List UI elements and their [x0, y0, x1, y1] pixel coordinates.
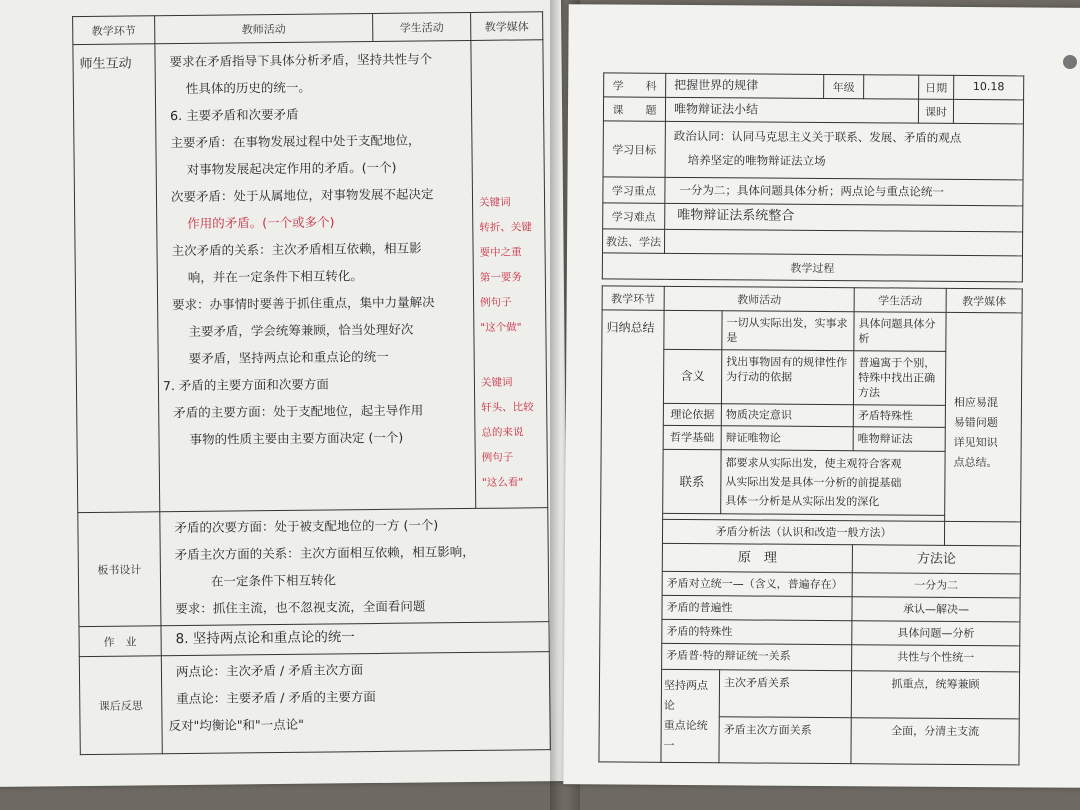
media-note: 关键词: [480, 376, 513, 389]
method-label: 教法、学法: [602, 229, 664, 253]
media-spacer: [944, 521, 1020, 546]
right-page: [563, 4, 1080, 788]
method-principle: 矛盾的普遍性: [662, 595, 852, 620]
method-method: 共性与个性统一: [852, 645, 1020, 672]
method-principle: 矛盾普·特的辩证统一关系: [662, 643, 852, 670]
teacher-line: 对事物发展起决定作用的矛盾。(一个): [186, 159, 397, 177]
stage-label: 师生互动: [79, 56, 132, 73]
teacher-line: 主要矛盾：在事物发展过程中处于支配地位，: [170, 132, 421, 151]
media-note: 轩头、比较: [481, 401, 534, 414]
row-teacher: 物质决定意识: [721, 404, 853, 427]
goal-cell: [665, 121, 1023, 179]
teacher-line: 次要矛盾：处于从属地位，对事物发展不起决定: [170, 186, 434, 205]
final-label-cell: [661, 669, 720, 762]
header-student: 学生活动: [373, 12, 471, 41]
header-student: 学生活动: [854, 288, 946, 313]
header-teacher: 教师活动: [155, 13, 373, 43]
media-note: 易错问题: [953, 415, 998, 430]
final-principle: 主次矛盾关系: [719, 670, 851, 717]
stage-cell: [599, 310, 664, 762]
subject-label: 学 科: [604, 73, 666, 97]
stage-label: 归纳总结: [606, 320, 655, 335]
row-teacher: 一切从实际出发，实事求是: [722, 311, 854, 351]
topic-value: 唯物辩证法小结: [665, 97, 918, 123]
teacher-line: 6. 主要矛盾和次要矛盾: [170, 106, 299, 124]
final-method: 全面，分清主支流: [851, 717, 1019, 765]
info-table: [602, 72, 1024, 282]
teacher-line: 7. 矛盾的主要方面和次要方面: [162, 376, 329, 394]
focus-value: 一分为二；具体问题具体分析；两点论与重点论统一: [665, 177, 1023, 205]
teacher-line: 性具体的历史的统一。: [185, 79, 311, 96]
process-table: [598, 285, 1022, 765]
method-principle: 矛盾的特殊性: [662, 619, 852, 644]
media-note: 详见知识: [953, 435, 998, 450]
stage-cell: [73, 44, 160, 513]
row-student: 具体问题具体分析: [854, 312, 946, 352]
row-teacher: 辩证唯物论: [721, 426, 853, 451]
link-line: 都要求从实际出发，使主观符合客观: [725, 456, 902, 471]
teacher-line: 主要矛盾，学会统筹兼顾，恰当处理好次: [188, 321, 414, 339]
row-student: 普遍寓于个别，特殊中找出正确方法: [853, 351, 945, 406]
media-note: 要中之重: [479, 246, 522, 259]
media-note: 关键词: [478, 196, 511, 209]
row-label: 理论依据: [663, 403, 721, 425]
teacher-activity-cell: [155, 40, 476, 511]
link-label: 联系: [663, 449, 721, 513]
board-line: 矛盾主次方面的关系：主次方面相互依赖，相互影响，: [174, 543, 475, 563]
link-cell: [721, 450, 945, 516]
binder-hole: [1063, 55, 1077, 69]
topic-label: 课 题: [603, 97, 665, 121]
homework-text: 8. 坚持两点论和重点论的统一: [175, 629, 355, 648]
row-label: 哲学基础: [663, 425, 721, 449]
homework-label: 作 业: [79, 626, 161, 657]
media-cell: [471, 40, 548, 509]
media-note: 第一要务: [479, 271, 522, 284]
teacher-line: 作用的矛盾。(一个或多个): [187, 214, 335, 231]
row-label: [664, 310, 722, 349]
final-label: 重点论统一: [663, 718, 708, 752]
reflection-cell: [161, 652, 550, 754]
lesson-table-left: [72, 11, 551, 755]
difficulty-value: 唯物辩证法系统整合: [665, 203, 1023, 231]
teacher-line: 响，并在一定条件下相互转化。: [187, 268, 363, 285]
row-label: 含义: [663, 349, 721, 403]
board-line: 矛盾的次要方面：处于被支配地位的一方 (一个): [174, 517, 439, 536]
homework-cell: [161, 622, 549, 656]
link-line: 从实际出发是具体一分析的前提基础: [725, 475, 902, 490]
grade-label: 年级: [824, 74, 864, 98]
method-method: 一分为二: [852, 573, 1020, 598]
teacher-line: 要矛盾，坚持两点论和重点论的统一: [188, 348, 389, 366]
media-note: 例句子: [481, 451, 514, 464]
reflection-line: 反对"均衡论"和"一点论": [168, 716, 305, 734]
col-method: 方法论: [852, 545, 1020, 574]
header-stage: 教学环节: [73, 16, 155, 45]
method-principle: 矛盾对立统一—（含义，普遍存在）: [662, 571, 852, 596]
reflection-line: 重点论：主要矛盾 / 矛盾的主要方面: [176, 688, 376, 707]
goal-line: 政治认同：认同马克思主义关于联系、发展、矛盾的观点: [673, 128, 962, 145]
header-stage: 教学环节: [602, 286, 664, 310]
col-principle: 原 理: [662, 543, 852, 572]
header-teacher: 教师活动: [664, 286, 854, 311]
subject-value: 把握世界的规律: [666, 73, 824, 98]
reflection-label: 课后反思: [79, 656, 162, 755]
teacher-line: 事物的性质主要由主要方面决定 (一个): [189, 429, 404, 447]
hours-label: 课时: [918, 99, 953, 123]
link-line: 具体一分析是从实际出发的深化: [725, 494, 880, 509]
date-label: 日期: [919, 75, 954, 99]
header-media: 教学媒体: [946, 288, 1022, 313]
board-line: 要求：抓住主流，也不忽视支流，全面看问题: [175, 598, 426, 617]
date-value: 10.18: [954, 75, 1024, 99]
focus-label: 学习重点: [603, 177, 665, 203]
board-label: 板书设计: [78, 512, 161, 627]
row-student: 唯物辩证法: [853, 427, 945, 452]
teacher-line: 主次矛盾的关系：主次矛盾相互依赖，相互影: [171, 240, 422, 259]
goal-line: 培养坚定的唯物辩证法立场: [687, 153, 826, 168]
media-note: 相应易混: [953, 395, 999, 410]
final-principle: 矛盾主次方面关系: [719, 716, 851, 763]
method-method: 承认—解决—: [852, 597, 1020, 622]
teacher-line: 要求在矛盾指导下具体分析矛盾，坚持共性与个: [169, 51, 433, 70]
media-note: 转折、关键: [479, 221, 532, 234]
media-note: 点总结。: [953, 455, 998, 470]
hours-value: [953, 99, 1023, 123]
method-value: [664, 229, 1022, 255]
method-method: 具体问题—分析: [852, 621, 1020, 646]
board-line: 在一定条件下相互转化: [210, 572, 337, 589]
method-title: 矛盾分析法（认识和改造一般方法）: [662, 519, 944, 545]
goal-label: 学习目标: [603, 121, 665, 177]
process-title: 教学过程: [602, 253, 1022, 282]
media-note: "这个做": [480, 321, 522, 334]
row-student: 矛盾特殊性: [853, 405, 945, 428]
final-method: 抓重点，统筹兼顾: [851, 671, 1019, 719]
media-note: 例句子: [480, 296, 512, 309]
teacher-line: 矛盾的主要方面：处于支配地位，起主导作用: [173, 402, 424, 421]
reflection-line: 两点论：主次矛盾 / 矛盾主次方面: [175, 662, 364, 680]
grade-value: [864, 75, 919, 99]
media-note: 总的来说: [481, 426, 524, 439]
media-note: "这么看": [481, 476, 524, 489]
difficulty-label: 学习难点: [603, 203, 665, 229]
final-label: 坚持两点论: [663, 678, 709, 712]
header-media: 教学媒体: [471, 12, 543, 41]
teacher-line: 要求：办事情时要善于抓住重点，集中力量解决: [172, 294, 435, 313]
row-teacher: 找出事物固有的规律性作为行动的依据: [721, 350, 853, 405]
media-cell: [945, 312, 1022, 522]
board-cell: [160, 508, 549, 626]
